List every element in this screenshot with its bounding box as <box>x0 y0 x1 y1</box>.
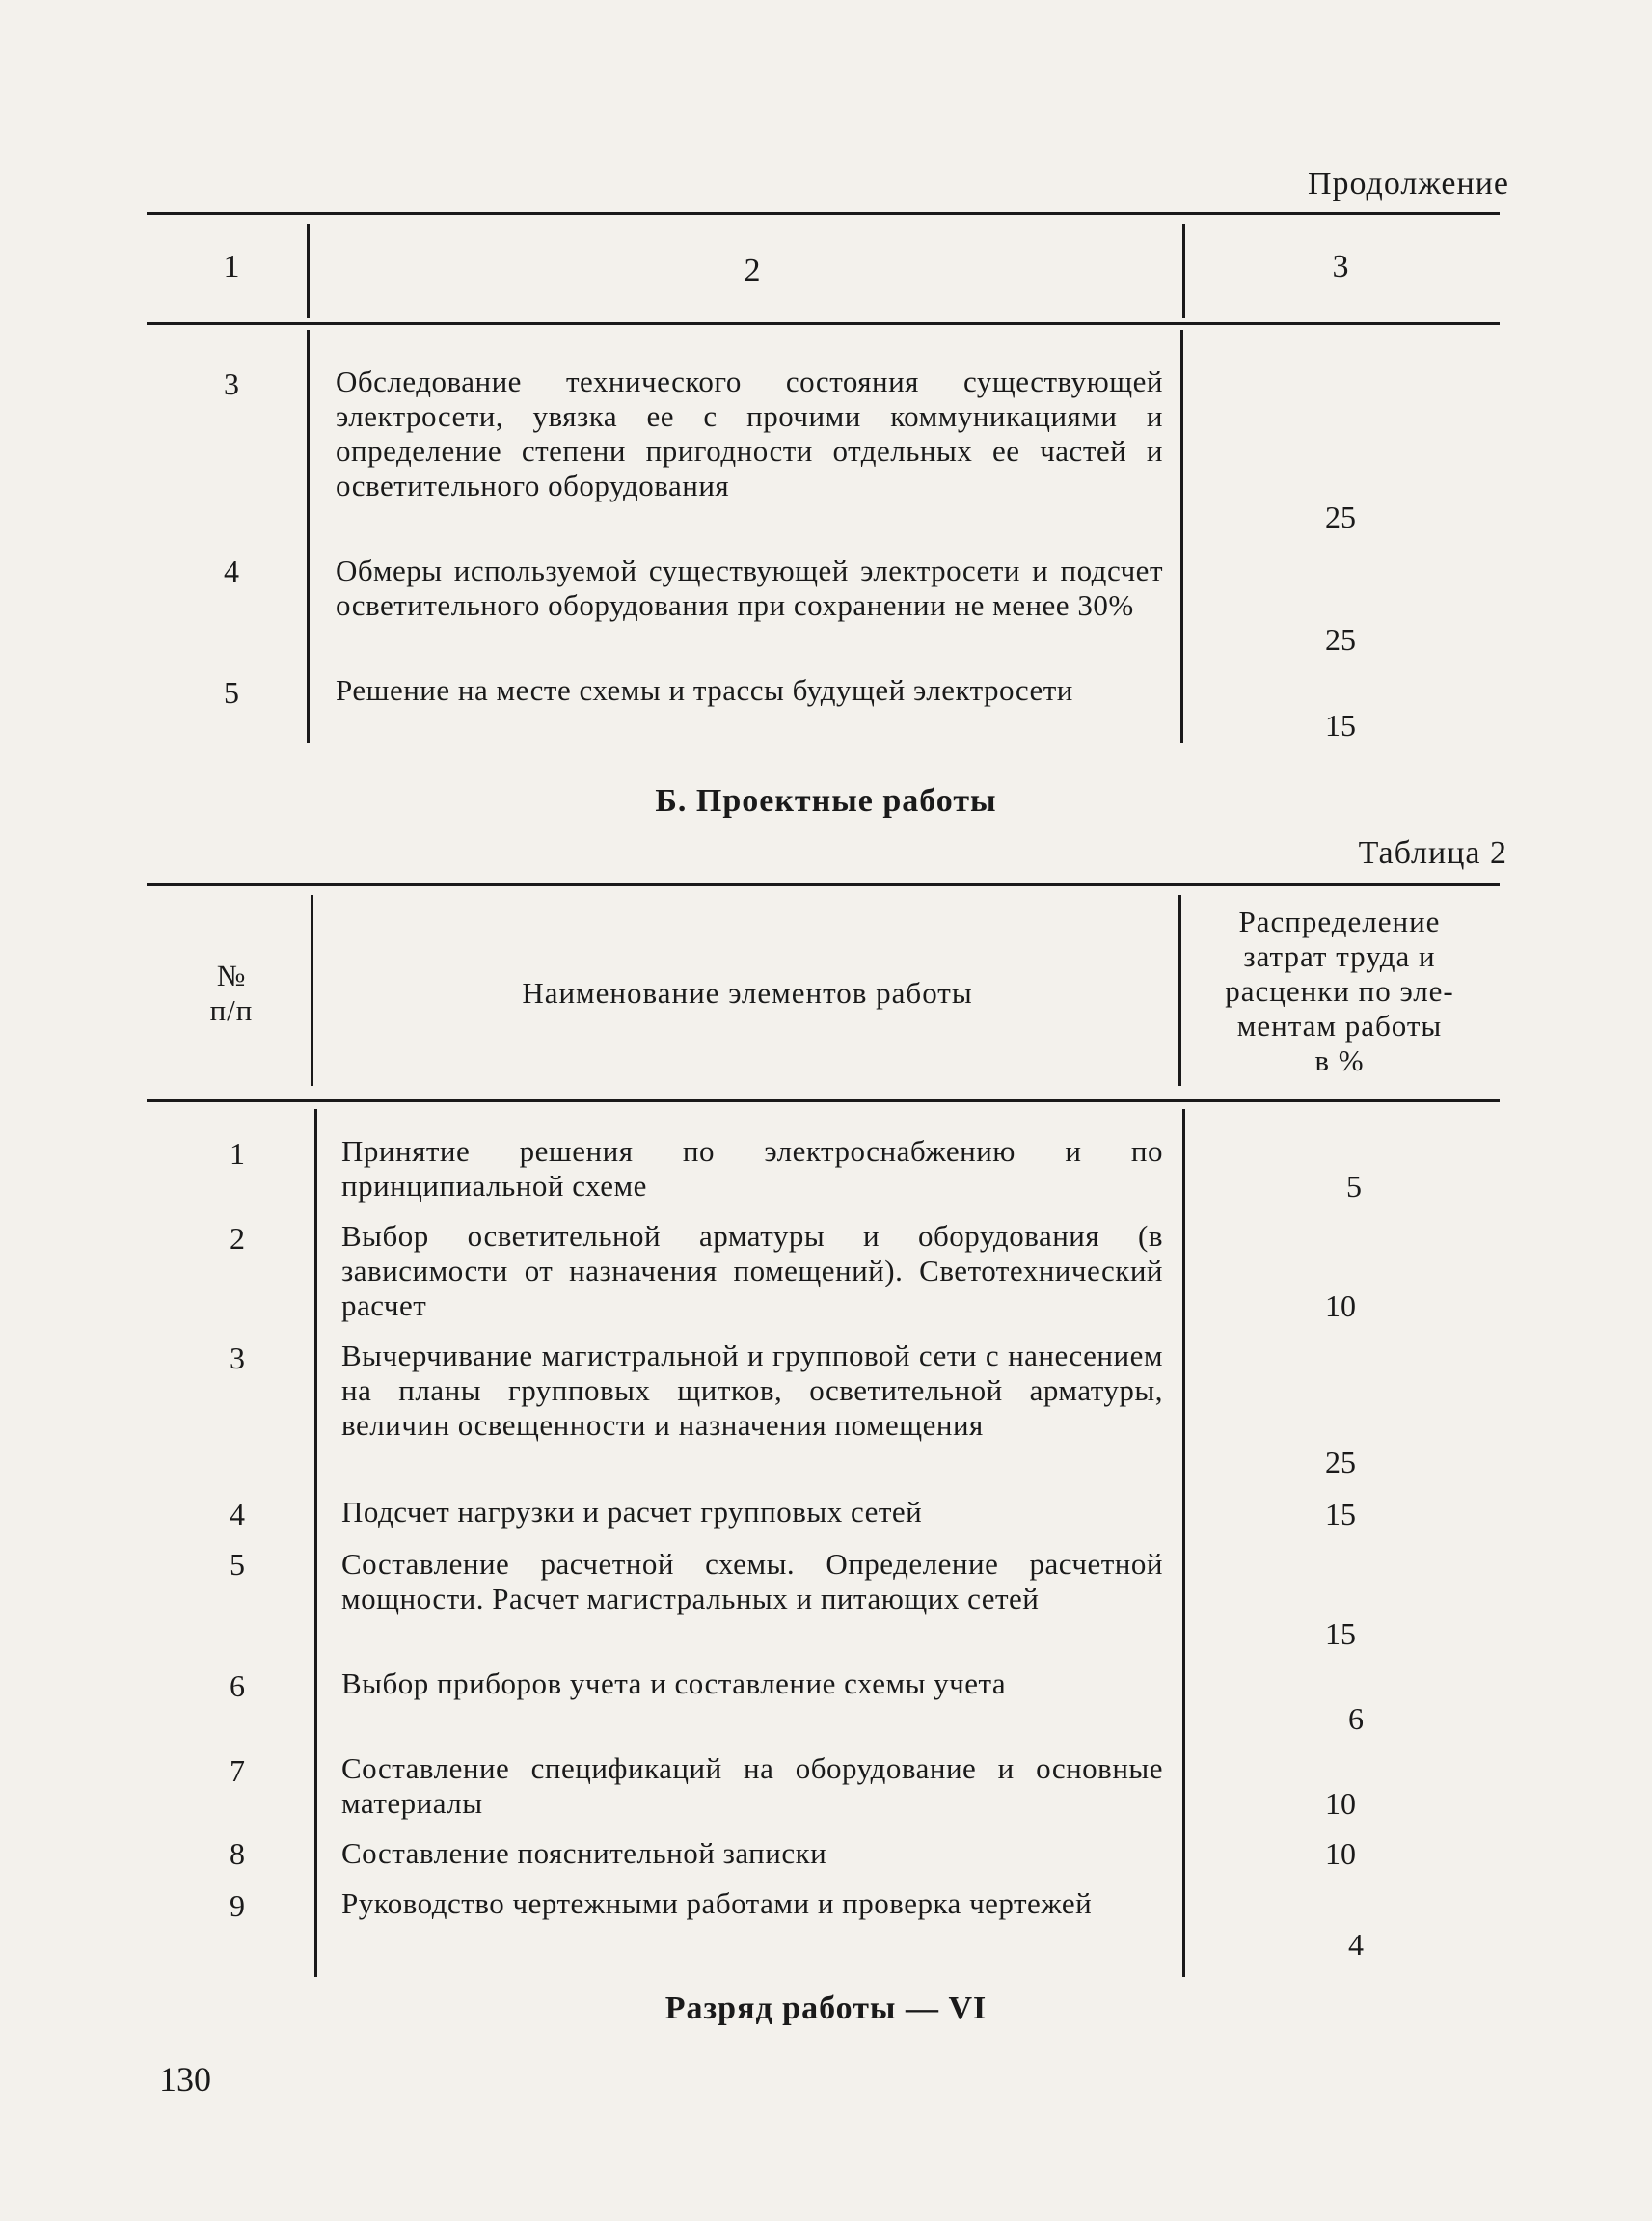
table-2-header-dist-line5: в % <box>1314 1043 1365 1077</box>
table-2-row-value: 10 <box>1325 1288 1356 1323</box>
table-2-header-name: Наименование элементов работы <box>522 976 973 1010</box>
table-1-header-col2: 2 <box>744 253 761 288</box>
table-2-row-num: 2 <box>230 1221 245 1256</box>
table-2-row-text: Вычерчивание магистральной и групповой сети с нанесением на планы групповых щитков, осветительной арматуры, величин освещенности и назначения помещения <box>341 1339 1163 1442</box>
table-1-row-text: Обследование технического состояния существующей электросети, увязка ее с прочими коммуникациями и определение степени пригодности отдельных ее частей и осветительного оборудования <box>336 365 1163 502</box>
table-1-header-divider-2 <box>1182 224 1185 318</box>
continuation-label: Продолжение <box>1307 166 1509 202</box>
table-1-row-text: Решение на месте схемы и трассы будущей электросети <box>336 673 1073 707</box>
table-2-row-text: Составление расчетной схемы. Определение расчетной мощности. Расчет магистральных и питающих сетей <box>341 1547 1163 1615</box>
table-2-row-text: Составление пояснительной записки <box>341 1836 827 1870</box>
table-1-row-num: 3 <box>224 366 239 401</box>
table-1-row-num: 5 <box>224 675 239 710</box>
table-2-row-text: Выбор осветительной арматуры и оборудования (в зависимости от назначения помещений). Светотехнический расчет <box>341 1219 1163 1322</box>
table-2-row-text: Принятие решения по электроснабжению и по принципиальной схеме <box>341 1134 1163 1203</box>
table-2-row-value: 5 <box>1346 1169 1362 1204</box>
table-1-header-divider-1 <box>307 224 310 318</box>
table-1-top-rule <box>147 212 1500 215</box>
table-2-header-dist-line3: расценки по эле- <box>1225 974 1454 1008</box>
table-2-header-dist-line2: затрат труда и <box>1243 939 1436 973</box>
table-2-row-num: 1 <box>230 1136 245 1171</box>
table-2-row-num: 4 <box>230 1497 245 1531</box>
table-2-row-value: 25 <box>1325 1445 1356 1479</box>
table-2-row-text: Руководство чертежными работами и проверка чертежей <box>341 1886 1093 1920</box>
table-2-row-num: 8 <box>230 1836 245 1871</box>
table-2-row-value: 6 <box>1348 1701 1364 1736</box>
table-2-row-text: Подсчет нагрузки и расчет групповых сетей <box>341 1495 923 1529</box>
section-b-title: Б. Проектные работы <box>655 783 997 819</box>
table-2-top-rule <box>147 883 1500 886</box>
table-1-row-value: 15 <box>1325 708 1356 743</box>
table-2-label: Таблица 2 <box>1358 835 1507 871</box>
table-2-row-num: 5 <box>230 1547 245 1582</box>
page-number: 130 <box>159 2060 211 2099</box>
table-2-header-num-line2: п/п <box>209 993 254 1027</box>
table-2-body-divider-2 <box>1182 1109 1185 1977</box>
table-2-row-num: 7 <box>230 1753 245 1788</box>
table-2-row-value: 10 <box>1325 1786 1356 1821</box>
table-1-row-value: 25 <box>1325 622 1356 657</box>
table-1-header-rule <box>147 322 1500 325</box>
table-1-row-text: Обмеры используемой существующей электросети и подсчет осветительного оборудования при сохранении не менее 30% <box>336 554 1163 622</box>
table-2-header-divider-2 <box>1178 895 1181 1086</box>
table-2-row-text: Выбор приборов учета и составление схемы учета <box>341 1666 1007 1700</box>
table-2-header-rule <box>147 1099 1500 1102</box>
table-2-row-text: Составление спецификаций на оборудование и основные материалы <box>341 1751 1163 1820</box>
table-2-row-value: 4 <box>1348 1927 1364 1962</box>
table-2-header-num <box>154 959 309 1028</box>
table-2-header-dist-line4: ментам работы <box>1236 1009 1443 1043</box>
table-1-header-col3: 3 <box>1332 249 1349 284</box>
table-1-row-num: 4 <box>224 554 239 588</box>
table-2-row-value: 15 <box>1325 1616 1356 1651</box>
table-2-body-divider-1 <box>314 1109 317 1977</box>
table-2-row-num: 9 <box>230 1888 245 1923</box>
table-2-row-value: 15 <box>1325 1497 1356 1531</box>
table-2-row-num: 6 <box>230 1668 245 1703</box>
table-2-row-value: 10 <box>1325 1836 1356 1871</box>
table-2-header-num-line1: № <box>216 959 247 992</box>
table-1-body-divider-2 <box>1180 330 1183 743</box>
table-1-row-value: 25 <box>1325 500 1356 534</box>
table-1-header-col1: 1 <box>223 249 240 284</box>
table-2-header-divider-1 <box>311 895 313 1086</box>
table-2-header-distribution <box>1184 905 1495 1078</box>
table-2-header-dist-line1: Распределение <box>1238 905 1441 938</box>
table-2-row-num: 3 <box>230 1341 245 1375</box>
grade-label: Разряд работы — VI <box>664 1991 988 2026</box>
table-1-body-divider-1 <box>307 330 310 743</box>
